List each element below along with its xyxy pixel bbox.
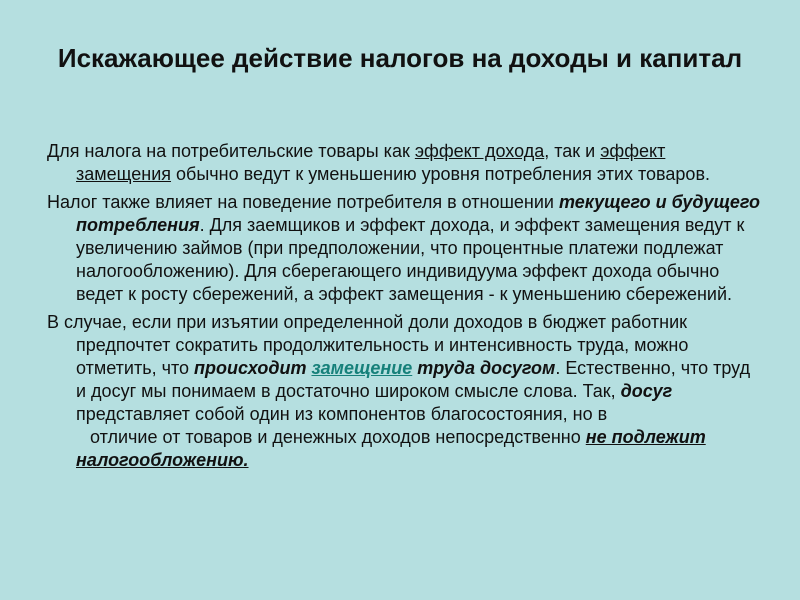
paragraph-1: [47, 140, 762, 186]
p3-emphasis-3: труда досугом: [412, 358, 556, 378]
p2-text-2: . Для заемщиков и эффект дохода, и эффект замещения ведут к увеличению займов (при предположении, что процентные платежи подлежат налогообложению). Для сберегающего индивидуума эффект дохода обычно ведет к росту сбережений, а эффект замещения - к уменьшению сбережений.: [76, 215, 745, 304]
p3-substitution-link[interactable]: замещение: [311, 358, 413, 378]
p2-text-1: Налог также влияет на поведение потребителя в отношении: [47, 192, 559, 212]
p3-text-3: представляет собой один из компонентов благосостояния, но в: [76, 404, 608, 424]
slide-title: Искажающее действие налогов на доходы и капитал: [57, 43, 743, 73]
paragraph-3: [47, 311, 762, 472]
income-effect-link[interactable]: эффект дохода: [414, 141, 545, 161]
substitution-effect-link[interactable]: эффект замещения: [76, 141, 666, 184]
p3-emphasis-4: досуг: [620, 381, 673, 401]
p3-text-4: отличие от товаров и денежных доходов непосредственно: [85, 427, 586, 447]
paragraph-2: [47, 191, 762, 306]
p1-text-2: , так и: [544, 141, 601, 161]
p3-emphasis-5: не подлежит налогообложению.: [76, 427, 706, 470]
p3-emphasis-1: происходит: [194, 358, 312, 378]
p3-text-2: . Естественно, что труд и досуг мы понимаем в достаточно широком смысле слова. Так,: [76, 358, 751, 401]
p1-text-1: Для налога на потребительские товары как: [47, 141, 415, 161]
slide-body: [47, 140, 762, 477]
p2-emphasis-1: текущего и будущего потребления: [76, 192, 761, 235]
p3-text-1: В случае, если при изъятии определенной доли доходов в бюджет работник предпочтет сократить продолжительность и интенсивность труда, можно отметить, что: [47, 312, 689, 378]
p1-text-3: обычно ведут к уменьшению уровня потребления этих товаров.: [171, 164, 711, 184]
